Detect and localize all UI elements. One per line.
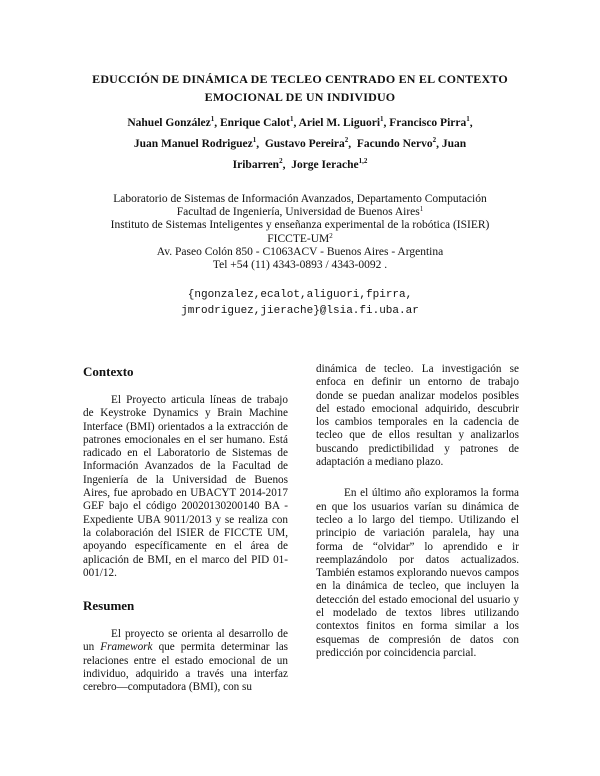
email-line: jmrodriguez,jierache}@lsia.fi.uba.ar — [181, 305, 419, 317]
author-name: Enrique Calot — [219, 117, 290, 129]
resumen-continued-paragraph: dinámica de tecleo. La investigación se enfoca en definir un entorno de trabajo donde se puedan analizar modelos posibles del estado emocional adquirido, descubrir los cambios temporales en la cadencia de tecleo que de ellos resultan y analizarlos buscando predictibilidad y patrones de adaptación a mediano plazo. — [316, 363, 519, 469]
author-name: Juan Iribarren — [232, 138, 467, 171]
email-line: {ngonzalez,ecalot,aliguori,fpirra, — [187, 289, 413, 301]
author-affil-mark: 1 — [380, 115, 384, 123]
section-heading-contexto: Contexto — [83, 364, 134, 379]
author-name: Gustavo Pereira — [264, 138, 345, 150]
resumen-text: que permita determinar las relaciones entre el estado emocional de un individuo, adquirido a través una interfaz cerebro—computadora (BMI), con su — [83, 641, 289, 694]
affiliation-line: Instituto de Sistemas Inteligentes y enseñanza experimental de la robótica (ISIER) — [110, 219, 490, 232]
author-name: Ariel M. Liguori — [298, 117, 381, 129]
author-name: Facundo Nervo — [356, 138, 433, 150]
email-block — [110, 287, 490, 319]
author-affil-mark: 1 — [210, 115, 215, 123]
author-name: Nahuel González — [127, 117, 211, 129]
affiliation-block — [90, 193, 510, 272]
resumen-paragraph-2: En el último año exploramos la forma en que los usuarios varían su dinámica de tecleo a lo largo del tiempo. Utilizando el principio de variación paralela, hay una forma de “olvidar” lo aprendido e ir reemplazándolo por datos actualizados. También estamos explorando nuevos campos en la dinámica de tecleo, que incluyen la detección del estado emocional del usuario y el modelado de textos libres utilizando contextos finitos en forma similar a los esquemas de compresión de datos con predicción por coincidencia parcial. — [316, 487, 519, 659]
author-affil-mark: 2 — [432, 136, 437, 144]
author-affil-mark: 1 — [466, 115, 470, 123]
author-affil-mark: 1 — [289, 115, 294, 123]
section-heading-resumen: Resumen — [83, 598, 135, 614]
author-name: Jorge Ierache — [291, 159, 359, 171]
right-column — [316, 363, 519, 660]
affiliation-line: Laboratorio de Sistemas de Información Avanzados, Departamento Computación — [113, 193, 487, 205]
affiliation-text: FICCTE-UM — [267, 232, 330, 245]
affiliation-mark: 2 — [329, 231, 333, 240]
resumen-text: El proyecto se orienta al desarrollo de un — [83, 628, 288, 654]
address-line: Av. Paseo Colón 850 - C1063ACV - Buenos Aires - Argentina — [156, 245, 444, 258]
author-affil-mark: 2 — [344, 136, 349, 144]
phone-line: Tel +54 (11) 4343-0893 / 4343-0092 . — [212, 259, 388, 272]
affiliation-line — [90, 206, 510, 219]
resumen-paragraph — [83, 628, 288, 694]
title-line-2: EMOCIONAL DE UN INDIVIDUO — [204, 90, 396, 104]
author-name: Juan Manuel Rodriguez — [133, 138, 253, 150]
affiliation-mark: 1 — [419, 205, 424, 214]
affiliation-line — [90, 233, 510, 246]
contexto-paragraph: El Proyecto articula líneas de trabajo de Keystroke Dynamics y Brain Machine Interface (BMI) orientados a la extracción de patrones emocionales en el ser humano. Está radicado en el Laboratorio de Sistemas de Información Avanzados de la Facultad de Ingeniería de la Universidad de Buenos Aires, fue aprobado en UBACYT 2014-2017 GEF bajo el código 20020130200140 BA - Expediente UBA 9011/2013 y se realiza con la colaboración del ISIER de FICCTE UM, apoyando específicamente en el área de aplicación de BMI, en el marco del PID 01-001/12. — [83, 394, 288, 579]
author-affil-mark: 1,2 — [358, 157, 368, 165]
resumen-emphasis: Framework — [100, 641, 153, 654]
author-name: Francisco Pirra — [389, 117, 467, 129]
author-affil-mark: 1 — [252, 136, 257, 144]
affiliation-text: Facultad de Ingeniería, Universidad de Buenos Aires — [176, 206, 420, 219]
author-list: Nahuel González$^1$, Enrique Calot$^1$, Ariel M. Liguori$^1$, Francisco Pirra$^1$, Juan Manuel Rodriguez$^1$, Gustavo Pereira$^2$, Facundo Nervo$^2$, Juan Iribarren$^2$, Jorge Ierache$^{1,2}$ — [127, 115, 473, 171]
title-line-1: EDUCCIÓN DE DINÁMICA DE TECLEO CENTRADO EN EL CONTEXTO — [92, 72, 508, 86]
paper-title — [60, 70, 540, 106]
author-affil-mark: 2 — [279, 157, 283, 165]
left-column — [83, 364, 288, 695]
